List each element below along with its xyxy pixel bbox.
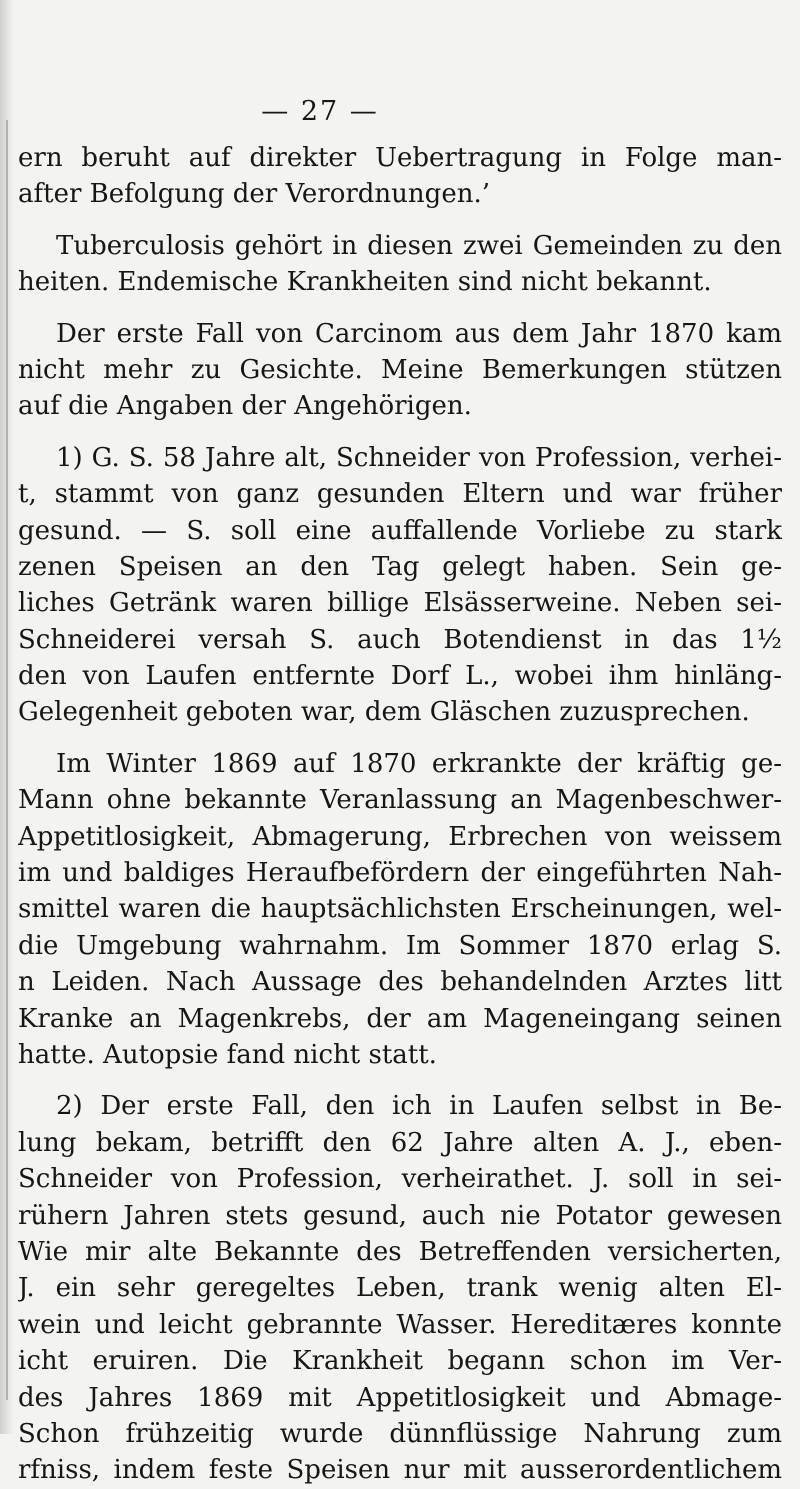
paragraph bbox=[18, 746, 782, 1074]
text-line: lung bekam, betrifft den 62 Jahre alten A. J., eben- bbox=[18, 1127, 782, 1158]
text-line: gesund. — S. soll eine auffallende Vorliebe zu stark bbox=[18, 515, 782, 546]
text-line: icht eruiren. Die Krankheit begann schon im Ver- bbox=[18, 1346, 782, 1377]
text-line: Tuberculosis gehört in diesen zwei Gemeinden zu den bbox=[56, 230, 782, 261]
text-line: Kranke an Magenkrebs, der am Mageneingang seinen bbox=[18, 1003, 782, 1034]
text-line: ern beruht auf direkter Uebertragung in Folge man- bbox=[18, 143, 782, 173]
text-line: after Befolgung der Verordnungen.’ bbox=[18, 179, 490, 210]
text-line: Der erste Fall von Carcinom aus dem Jahr 1870 kam bbox=[56, 318, 782, 349]
paragraph bbox=[18, 228, 782, 301]
text-line: hatte. Autopsie fand nicht statt. bbox=[18, 1039, 437, 1070]
text-line: zenen Speisen an den Tag gelegt haben. Sein ge- bbox=[18, 551, 782, 582]
text-line: auf die Angaben der Angehörigen. bbox=[18, 391, 472, 422]
text-line: Schneider von Profession, verheirathet. J. soll in sei- bbox=[18, 1164, 782, 1195]
paragraph bbox=[18, 140, 782, 213]
text-line: heiten. Endemische Krankheiten sind nicht bekannt. bbox=[18, 267, 712, 298]
text-line: im und baldiges Heraufbefördern der eingeführten Nah- bbox=[18, 858, 782, 889]
paragraph bbox=[18, 316, 782, 425]
text-line: rühern Jahren stets gesund, auch nie Potator gewesen bbox=[18, 1200, 782, 1231]
text-line: 1) G. S. 58 Jahre alt, Schneider von Profession, verhei- bbox=[56, 442, 782, 473]
text-line: Schon frühzeitig wurde dünnflüssige Nahrung zum bbox=[18, 1418, 782, 1449]
page-number: — 27 — bbox=[261, 96, 379, 127]
body-text bbox=[18, 140, 782, 1489]
text-line: J. ein sehr geregeltes Leben, trank wenig alten El- bbox=[18, 1273, 782, 1304]
text-line: die Umgebung wahrnahm. Im Sommer 1870 erlag S. bbox=[18, 930, 782, 961]
text-line: Mann ohne bekannte Veranlassung an Magenbeschwer- bbox=[18, 785, 782, 816]
text-line: rfniss, indem feste Speisen nur mit ausserordentlichem bbox=[18, 1455, 782, 1486]
text-line: Gelegenheit geboten war, dem Gläschen zuzusprechen. bbox=[18, 697, 750, 728]
text-line: wein und leicht gebrannte Wasser. Hereditæres konnte bbox=[18, 1309, 782, 1340]
paragraph bbox=[18, 440, 782, 731]
text-line: Appetitlosigkeit, Abmagerung, Erbrechen von weissem bbox=[18, 821, 782, 852]
text-line: 2) Der erste Fall, den ich in Laufen selbst in Be- bbox=[56, 1091, 782, 1122]
text-line: n Leiden. Nach Aussage des behandelnden Arztes litt bbox=[18, 967, 782, 998]
text-line: nicht mehr zu Gesichte. Meine Bemerkungen stützen bbox=[18, 354, 782, 385]
text-line: des Jahres 1869 mit Appetitlosigkeit und Abmage- bbox=[18, 1382, 782, 1413]
text-line: Schneiderei versah S. auch Botendienst in das 1½ bbox=[18, 624, 782, 655]
text-line: smittel waren die hauptsächlichsten Erscheinungen, wel- bbox=[18, 894, 782, 925]
paragraph bbox=[18, 1088, 782, 1488]
text-line: t, stammt von ganz gesunden Eltern und war früher bbox=[18, 479, 782, 510]
text-line: Wie mir alte Bekannte des Betreffenden versicherten, bbox=[18, 1236, 782, 1267]
text-line: Im Winter 1869 auf 1870 erkrankte der kräftig ge- bbox=[56, 748, 782, 779]
text-line: liches Getränk waren billige Elsässerweine. Neben sei- bbox=[18, 588, 782, 619]
text-line: den von Laufen entfernte Dorf L., wobei ihm hinläng- bbox=[18, 661, 782, 692]
binding-gutter bbox=[6, 120, 8, 1400]
